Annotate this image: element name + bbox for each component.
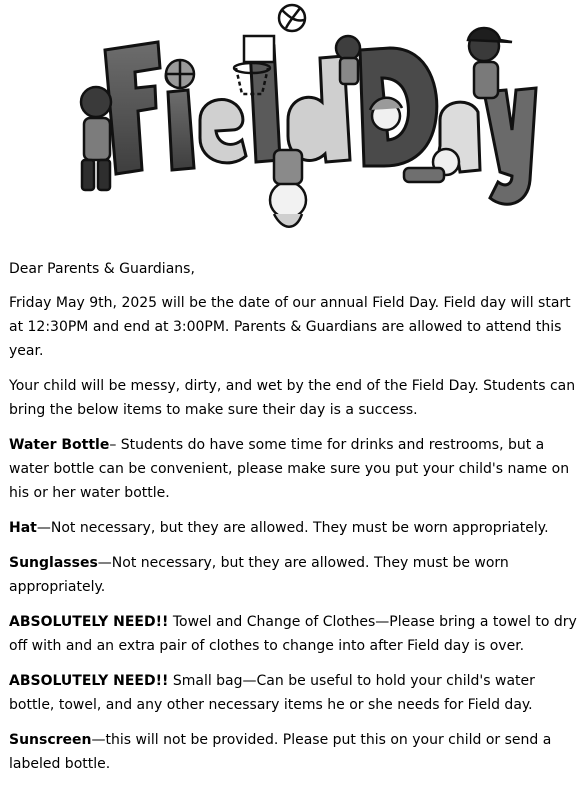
prep-paragraph: Your child will be messy, dirty, and wet by the end of the Field Day. Students can bring the below items to make sure their day is a success. — [9, 378, 576, 418]
item-text: —Not necessary, but they are allowed. They must be worn appropriately. — [36, 520, 549, 536]
item-sunglasses — [9, 551, 579, 599]
field-day-banner-image — [60, 0, 540, 250]
letter-body — [9, 257, 579, 787]
item-text: —Not necessary, but they are allowed. They must be worn appropriately. — [9, 555, 509, 595]
item-lead: Sunglasses — [9, 555, 98, 571]
item-hat — [9, 516, 579, 540]
item-lead: ABSOLUTELY NEED!! — [9, 614, 169, 630]
item-lead: Water Bottle — [9, 437, 110, 453]
item-text: Towel and Change of Clothes—Please bring a towel to dry off with and an extra pair of clothes to change into after Field day is over. — [9, 614, 577, 654]
item-text: – Students do have some time for drinks and restrooms, but a water bottle can be convenient, please make sure you put your child's name on his or her water bottle. — [9, 437, 570, 501]
item-towel-clothes — [9, 610, 579, 658]
item-sunscreen — [9, 728, 579, 776]
sports-equipment — [166, 5, 305, 94]
item-text: —this will not be provided. Please put this on your child or send a labeled bottle. — [9, 732, 552, 772]
item-text: Small bag—Can be useful to hold your child's water bottle, towel, and any other necessary items he or she needs for Field day. — [9, 673, 535, 713]
item-lead: Hat — [9, 520, 37, 536]
item-small-bag — [9, 669, 579, 717]
intro-paragraph: Friday May 9th, 2025 will be the date of our annual Field Day. Field day will start at 12:30PM and end at 3:00PM. Parents & Guardians are allowed to attend this year. — [9, 295, 571, 359]
greeting: Dear Parents & Guardians, — [9, 261, 195, 277]
item-lead: Sunscreen — [9, 732, 92, 748]
item-water-bottle — [9, 433, 579, 505]
item-lead: ABSOLUTELY NEED!! — [9, 673, 169, 689]
